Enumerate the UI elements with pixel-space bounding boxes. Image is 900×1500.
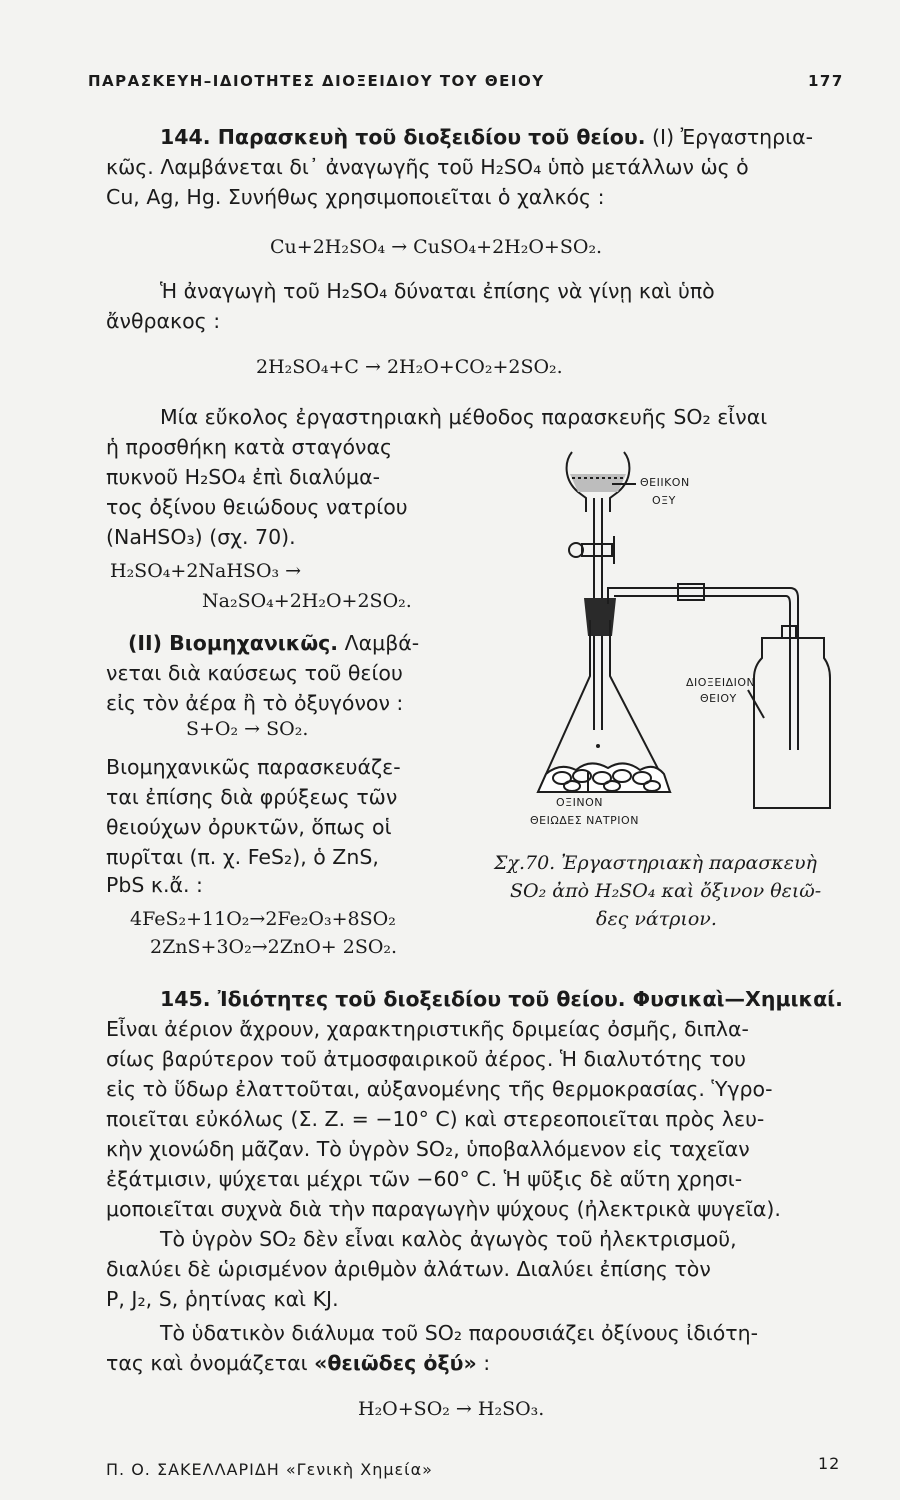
subsection-heading: (II) Βιομηχανικῶς. (128, 631, 339, 655)
section-144-line-1: 144. Παρασκευὴ τοῦ διοξειδίου τοῦ θείου. (I) Ἐργαστηρια- (160, 125, 814, 149)
paragraph-line: εἰς τὸν ἀέρα ἢ τὸ ὀξυγόνον : (106, 691, 404, 715)
figure-caption-line-1: Σχ.70. Ἐργαστηριακὴ παρασκευὴ (494, 852, 817, 874)
paragraph-line: ἄνθρακος : (106, 309, 221, 333)
running-title: ΠΑΡΑΣΚΕΥΗ–ΙΔΙΟΤΗΤΕΣ ΔΙΟΞΕΙΔΙΟΥ ΤΟΥ ΘΕΙΟΥ (88, 72, 545, 90)
figure-caption-line-2: SO₂ ἀπὸ H₂SO₄ καὶ ὄξινον θειῶ- (510, 880, 822, 902)
paragraph-line: σίως βαρύτερον τοῦ ἀτμοσφαιρικοῦ ἀέρος. Ἡ διαλυτότης του (106, 1047, 747, 1071)
paragraph-line: πυκνοῦ H₂SO₄ ἐπὶ διαλύμα- (106, 465, 380, 489)
paragraph-line: Μία εὔκολος ἐργαστηριακὴ μέθοδος παρασκευῆς SO₂ εἶναι (160, 405, 768, 429)
equation-carbon-h2so4: 2H₂SO₄+C → 2H₂O+CO₂+2SO₂. (256, 356, 563, 378)
paragraph-line: ἡ προσθήκη κατὰ σταγόνας (106, 435, 393, 459)
paragraph-line: μοποιεῖται συχνὰ διὰ τὴν παραγωγὴν ψύχους (ἠλεκτρικὰ ψυγεῖα). (106, 1197, 781, 1221)
paragraph-line: Τὸ ὑδατικὸν διάλυμα τοῦ SO₂ παρουσιάζει ὀξίνους ἰδιότη- (160, 1321, 758, 1345)
paragraph-line: P, J₂, S, ῥητίνας καὶ KJ. (106, 1287, 339, 1311)
equation-nahso3-b: Na₂SO₄+2H₂O+2SO₂. (202, 590, 412, 612)
paragraph-line: κὴν χιονώδη μᾶζαν. Τὸ ὑγρὸν SO₂, ὑποβαλλόμενον εἰς ταχεῖαν (106, 1137, 750, 1161)
paragraph-line: θειούχων ὀρυκτῶν, ὅπως οἱ (106, 815, 392, 839)
subsection-industrial: (II) Βιομηχανικῶς. Λαμβά- (128, 631, 420, 655)
figure-70-apparatus (520, 440, 850, 830)
paragraph-line: (NaHSO₃) (σχ. 70). (106, 525, 296, 549)
paragraph-line: κῶς. Λαμβάνεται δι᾽ ἀναγωγῆς τοῦ H₂SO₄ ὑπὸ μετάλλων ὡς ὁ (106, 155, 749, 179)
equation-zns: 2ZnS+3O₂→2ZnO+ 2SO₂. (150, 936, 398, 958)
paragraph-line: ποιεῖται εὐκόλως (Σ. Ζ. = −10° C) καὶ στερεοποιεῖται πρὸς λευ- (106, 1107, 765, 1131)
section-145-heading: 145. Ἰδιότητες τοῦ διοξειδίου τοῦ θείου. (160, 987, 626, 1011)
equation-cu-h2so4: Cu+2H₂SO₄ → CuSO₄+2H₂O+SO₂. (270, 236, 603, 258)
label-sodium-bisulfite: ΟΞΙΝΟΝ (556, 796, 603, 809)
section-145-line-1: 145. Ἰδιότητες τοῦ διοξειδίου τοῦ θείου. Φυσικαὶ—Χημικαί. (160, 987, 843, 1011)
dropping-funnel (567, 452, 630, 730)
paragraph-line: ται ἐπίσης διὰ φρύξεως τῶν (106, 785, 398, 809)
page-number: 177 (808, 72, 844, 90)
gas-collecting-jar (754, 638, 830, 808)
acid-drop (596, 744, 600, 748)
figure-caption-line-3: δες νάτριον. (596, 908, 717, 930)
paragraph-line: PbS κ.ἄ. : (106, 873, 203, 897)
paragraph-line: Εἶναι ἀέριον ἄχρουν, χαρακτηριστικῆς δριμείας ὀσμῆς, διπλα- (106, 1017, 749, 1041)
label-sulfur-dioxide: ΔΙΟΞΕΙΔΙΟΝ (686, 676, 756, 689)
sodium-bisulfite-crystals (538, 763, 670, 792)
rubber-stopper (584, 598, 616, 636)
section-144-heading: 144. Παρασκευὴ τοῦ διοξειδίου τοῦ θείου. (160, 125, 646, 149)
label-sodium-bisulfite-2: ΘΕΙΩΔΕΣ ΝΑΤΡΙΟΝ (530, 814, 639, 827)
paragraph-line: ἐξάτμισιν, ψύχεται μέχρι τῶν −60° C. Ἡ ψῦξις δὲ αὕτη χρησι- (106, 1167, 743, 1191)
equation-sulfurous-acid: H₂O+SO₂ → H₂SO₃. (358, 1398, 545, 1420)
paragraph-line: τος ὀξίνου θειώδους νατρίου (106, 495, 408, 519)
paragraph-line-sulfurous-acid: τας καὶ ὀνομάζεται «θειῶδες ὀξύ» : (106, 1351, 491, 1375)
equation-s-o2: S+O₂ → SO₂. (186, 718, 309, 740)
paragraph-line: Τὸ ὑγρὸν SO₂ δὲν εἶναι καλὸς ἀγωγὸς τοῦ ἠλεκτρισμοῦ, (160, 1227, 737, 1251)
paragraph-line: Cu, Ag, Hg. Συνήθως χρησιμοποιεῖται ὁ χαλκός : (106, 185, 605, 209)
paragraph-line: νεται διὰ καύσεως τοῦ θείου (106, 661, 403, 685)
paragraph-line: εἰς τὸ ὕδωρ ἐλαττοῦται, αὐξανομένης τῆς θερμοκρασίας. Ὑγρο- (106, 1077, 773, 1101)
signature-mark: 12 (818, 1454, 841, 1473)
label-sulfuric-acid-2: ΟΞΥ (652, 494, 676, 507)
footer-author-title: Π. Ο. ΣΑΚΕΛΛΑΡΙΔΗ «Γενικὴ Χημεία» (106, 1460, 433, 1479)
paragraph-line: Ἡ ἀναγωγὴ τοῦ H₂SO₄ δύναται ἐπίσης νὰ γίνῃ καὶ ὑπὸ (160, 279, 715, 303)
label-sulfuric-acid: ΘΕΙΙΚΟΝ (640, 476, 690, 489)
label-sulfur-dioxide-2: ΘΕΙΟΥ (700, 692, 737, 705)
paragraph-line: Βιομηχανικῶς παρασκευάζε- (106, 755, 401, 779)
term-sulfurous-acid: «θειῶδες ὀξύ» (314, 1351, 477, 1375)
paragraph-line: διαλύει δὲ ὡρισμένον ἀριθμὸν ἀλάτων. Διαλύει ἐπίσης τὸν (106, 1257, 711, 1281)
equation-nahso3-a: H₂SO₄+2NaHSO₃ → (110, 560, 302, 582)
rubber-connector (678, 584, 704, 600)
paragraph-line: πυρῖται (π. χ. FeS₂), ὁ ZnS, (106, 845, 379, 869)
equation-fes2: 4FeS₂+11O₂→2Fe₂O₃+8SO₂ (130, 908, 396, 930)
